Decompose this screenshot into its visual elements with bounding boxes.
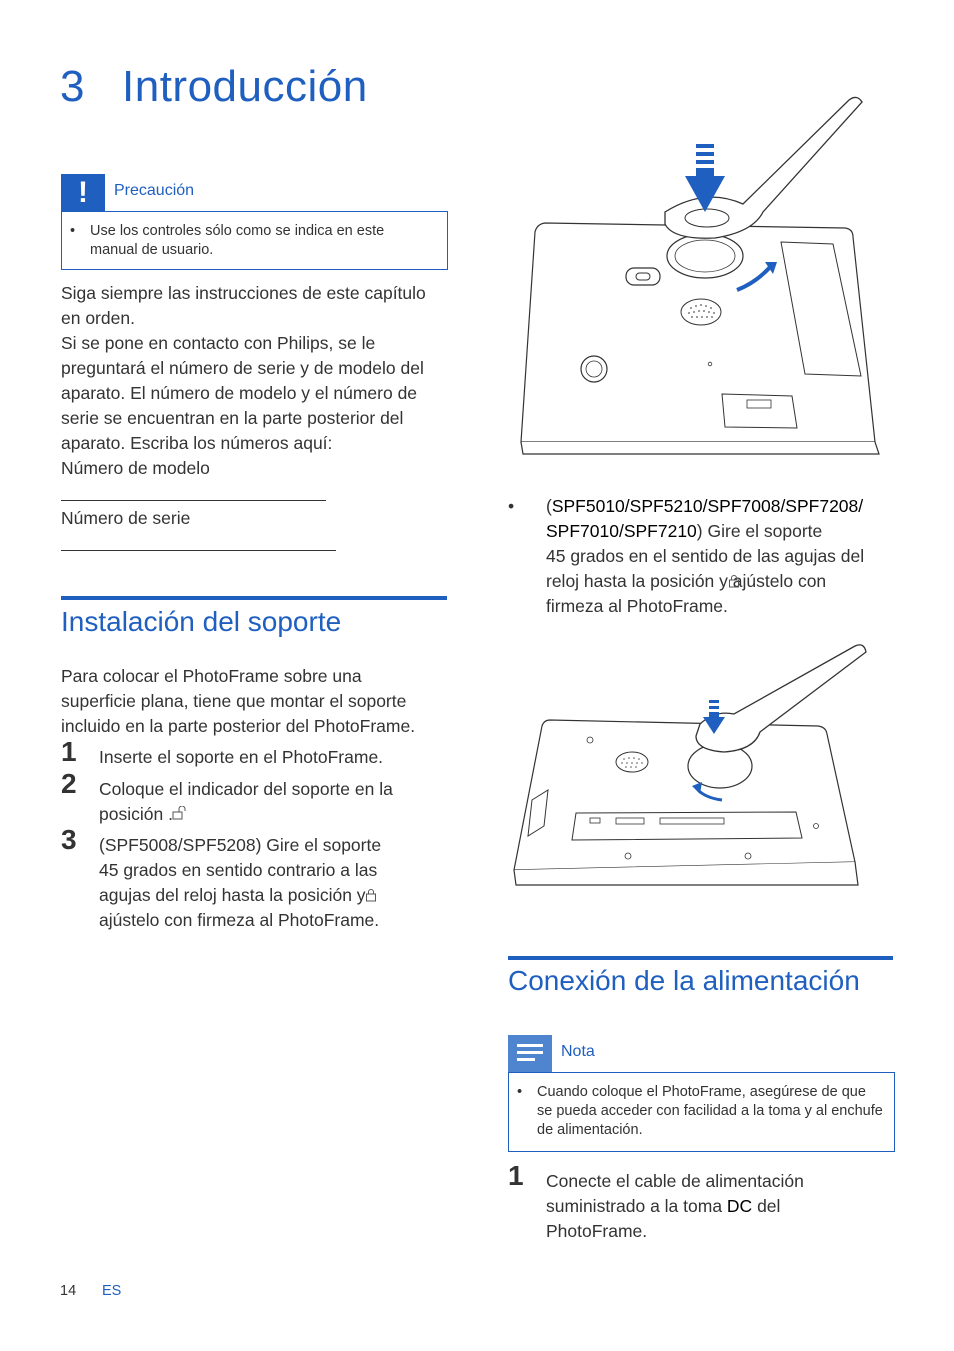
model-list: SPF5010/SPF5210/SPF7008/SPF7208/ — [551, 496, 864, 516]
step-line: Conecte el cable de alimentación — [546, 1171, 804, 1191]
bullet-rest: ) Gire el soporte — [696, 521, 823, 541]
power-section-title: Conexión de la alimentación — [508, 965, 860, 996]
step-line-text: agujas del reloj hasta la posición y — [99, 885, 366, 905]
language-code: ES — [102, 1283, 122, 1299]
serial-number-line — [61, 550, 336, 551]
chapter-heading — [60, 62, 368, 112]
note-text: Cuando coloque el PhotoFrame, asegúrese de que se pueda acceder con facilidad a la toma y al enchufe de alimentación. — [537, 1084, 883, 1138]
exclamation-icon: ! — [61, 174, 105, 211]
section-rule — [61, 596, 447, 600]
note-title: Nota — [561, 1043, 595, 1060]
step-number: 1 — [508, 1160, 524, 1191]
note-icon — [508, 1035, 552, 1072]
bullet-line-text: reloj hasta la posición y ajústelo con — [546, 571, 827, 591]
step-line — [99, 802, 449, 827]
model-list-cont: SPF7010/SPF7210 — [546, 521, 697, 541]
stand-intro-line: Para colocar el PhotoFrame sobre una — [61, 666, 362, 686]
bullet-dot: • — [508, 496, 515, 516]
dc-label: DC — [726, 1196, 753, 1216]
section-rule — [508, 956, 893, 960]
step-line: Coloque el indicador del soporte en la — [99, 779, 393, 799]
page-number: 14 — [60, 1283, 77, 1299]
bullet-dot: • — [70, 223, 76, 239]
note-bullet — [517, 1083, 883, 1140]
intro-line: en orden. — [61, 308, 135, 328]
lock-icon — [365, 888, 377, 902]
intro-line: aparato. El número de modelo y el número de — [61, 383, 418, 403]
right-bullet — [508, 494, 908, 619]
step-number: 2 — [61, 768, 77, 799]
step-number: 1 — [61, 736, 77, 767]
intro-line: Siga siempre las instrucciones de este capítulo — [61, 283, 426, 303]
intro-line: aparato. Escriba los números aquí: — [61, 433, 333, 453]
step-line: PhotoFrame. — [546, 1221, 648, 1241]
step-line — [546, 1194, 886, 1219]
caution-header — [61, 174, 448, 211]
step-line-text: suministrado a la toma — [546, 1196, 727, 1216]
caution-box — [61, 211, 448, 270]
model-number-line — [61, 500, 326, 501]
serial-number-label: Número de serie — [61, 508, 191, 528]
bullet-line — [546, 494, 908, 519]
chapter-title: Introducción — [122, 62, 368, 111]
bullet-line: 45 grados en el sentido de las agujas del — [546, 546, 865, 566]
stand-section-title: Instalación del soporte — [61, 606, 342, 637]
intro-line: Si se pone en contacto con Philips, se le — [61, 333, 376, 353]
intro-line: preguntará el número de serie y de modelo del — [61, 358, 424, 378]
step-number: 3 — [61, 824, 77, 855]
step-text — [99, 833, 449, 933]
bullet-line — [546, 519, 908, 544]
step-line: 45 grados en sentido contrario a las — [99, 860, 378, 880]
step-line — [99, 883, 449, 908]
caution-bullet — [70, 222, 430, 260]
bullet-dot: • — [517, 1084, 523, 1100]
stand-intro-line: superficie plana, tiene que montar el soporte — [61, 691, 407, 711]
lock-icon — [728, 574, 740, 588]
caution-title: Precaución — [114, 182, 195, 199]
bullet-line — [546, 569, 908, 594]
stand-intro — [61, 664, 451, 739]
power-step-text — [546, 1169, 886, 1244]
chapter-number: 3 — [60, 62, 85, 111]
stand-rotate-illustration — [510, 640, 890, 895]
bullet-line: firmeza al PhotoFrame. — [546, 596, 728, 616]
note-header — [508, 1035, 895, 1072]
stand-insert-illustration — [515, 92, 885, 462]
step-line-del: del — [752, 1196, 781, 1216]
step-line-text: posición . — [99, 804, 173, 824]
stand-intro-line: incluido en la parte posterior del PhotoFrame. — [61, 716, 416, 736]
paren-open: ( — [546, 496, 552, 516]
step-line: ajústelo con firmeza al PhotoFrame. — [99, 910, 380, 930]
step-line: (SPF5008/SPF5208) Gire el soporte — [99, 835, 382, 855]
intro-line: serie se encuentran en la parte posterior del — [61, 408, 404, 428]
model-number-label: Número de modelo — [61, 458, 210, 478]
step-text: Inserte el soporte en el PhotoFrame. — [99, 747, 384, 767]
step-text — [99, 777, 449, 827]
caution-text: Use los controles sólo como se indica en este manual de usuario. — [90, 223, 385, 258]
unlock-icon — [172, 806, 186, 820]
note-box — [508, 1072, 895, 1152]
intro-paragraph — [61, 281, 451, 481]
